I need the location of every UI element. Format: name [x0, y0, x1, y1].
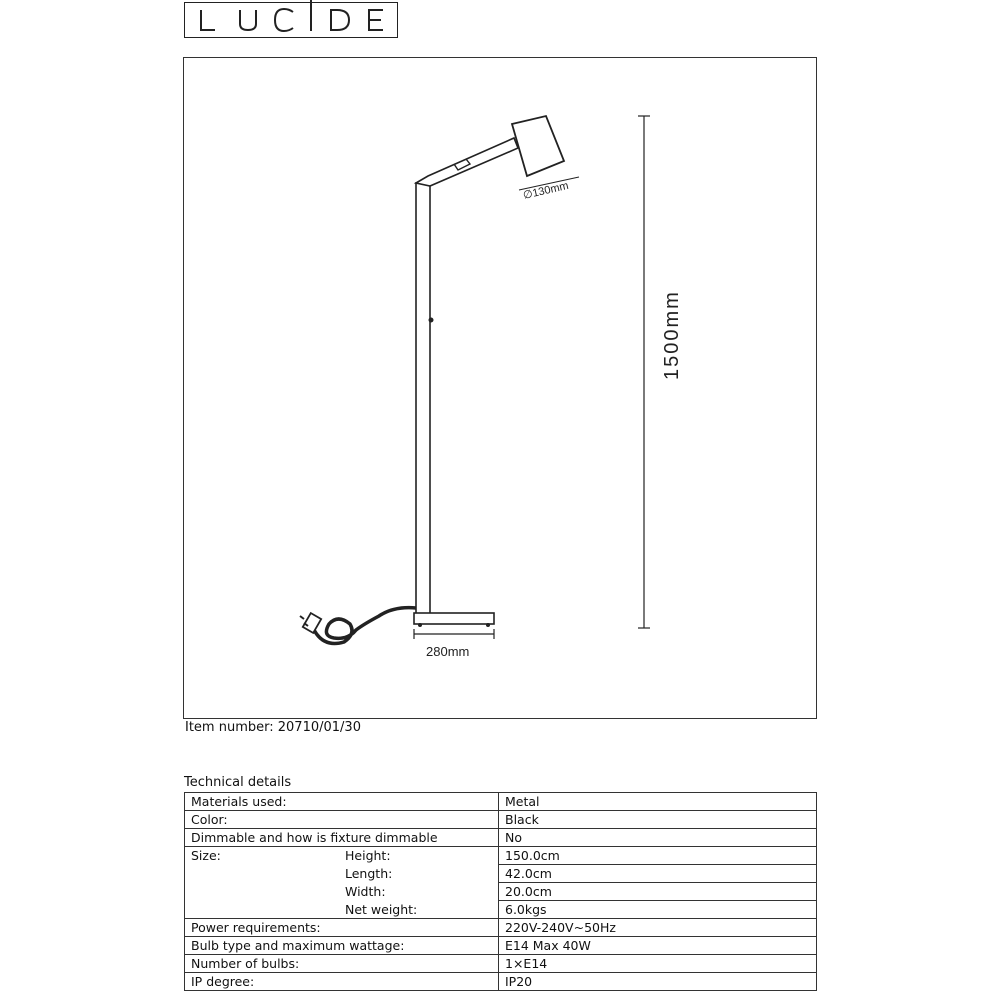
table-row	[185, 955, 817, 973]
spec-label-cell	[185, 883, 499, 901]
table-row	[185, 883, 817, 901]
brand-logo-mark	[185, 0, 399, 42]
spec-value: E14 Max 40W	[499, 937, 817, 955]
spec-value: No	[499, 829, 817, 847]
item-number-label: Item number:	[185, 720, 274, 735]
table-row	[185, 973, 817, 991]
item-number	[185, 720, 361, 735]
spec-value: Black	[499, 811, 817, 829]
spec-value: 150.0cm	[499, 847, 817, 865]
spec-label-cell	[185, 847, 499, 865]
height-dimension-label: 1500mm	[661, 290, 683, 380]
spec-label-cell: IP degree:	[185, 973, 499, 991]
table-row	[185, 811, 817, 829]
spec-label-cell: Power requirements:	[185, 919, 499, 937]
spec-label: Size:	[191, 848, 221, 864]
base-length-label: 280mm	[426, 644, 470, 659]
spec-sublabel: Length:	[345, 866, 393, 881]
shade-diameter-label: ∅130mm	[521, 179, 570, 202]
spec-sublabel: Height:	[345, 848, 391, 864]
technical-details-caption: Technical details	[184, 775, 292, 790]
spec-value: IP20	[499, 973, 817, 991]
floor-lamp-drawing	[184, 58, 818, 720]
table-row	[185, 901, 817, 919]
table-row	[185, 919, 817, 937]
spec-value: 1×E14	[499, 955, 817, 973]
table-row	[185, 793, 817, 811]
spec-value: 6.0kgs	[499, 901, 817, 919]
spec-sublabel: Width:	[345, 884, 386, 899]
spec-label-cell	[185, 865, 499, 883]
table-row	[185, 865, 817, 883]
product-drawing-frame	[183, 57, 817, 719]
spec-label-cell: Color:	[185, 811, 499, 829]
item-number-value: 20710/01/30	[277, 720, 361, 735]
spec-label-cell: Number of bulbs:	[185, 955, 499, 973]
spec-label-cell: Materials used:	[185, 793, 499, 811]
table-row	[185, 937, 817, 955]
spec-label-cell: Bulb type and maximum wattage:	[185, 937, 499, 955]
spec-sublabel: Net weight:	[345, 901, 418, 917]
spec-value: Metal	[499, 793, 817, 811]
spec-value: 42.0cm	[499, 865, 817, 883]
spec-label-cell	[185, 901, 499, 919]
spec-value: 20.0cm	[499, 883, 817, 901]
spec-value: 220V-240V~50Hz	[499, 919, 817, 937]
table-row	[185, 829, 817, 847]
technical-details-table	[184, 792, 817, 991]
table-row	[185, 847, 817, 865]
brand-logo	[184, 2, 398, 38]
spec-label-cell: Dimmable and how is fixture dimmable	[185, 829, 499, 847]
